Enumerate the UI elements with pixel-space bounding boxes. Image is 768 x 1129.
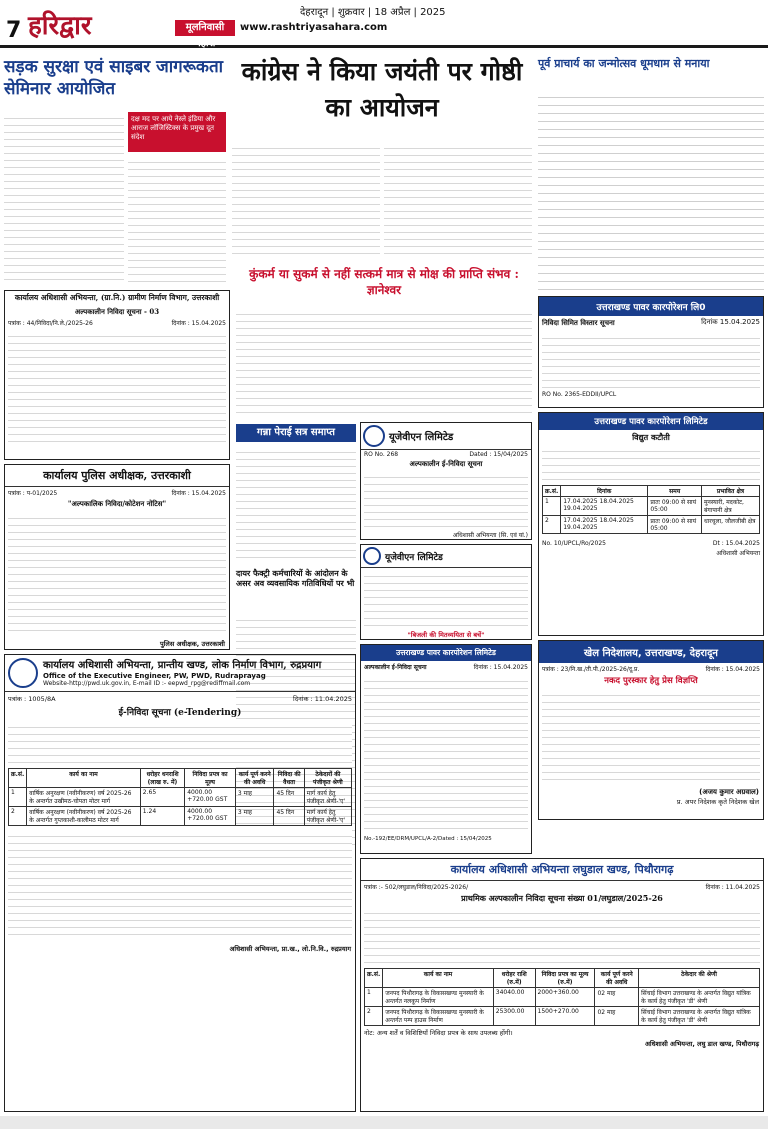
- kumbh-headline-block: [236, 266, 532, 306]
- factory-headline-block: [236, 568, 356, 612]
- table-cell: 2: [365, 1007, 383, 1026]
- ujvnl-ref: RO No. 268: [364, 451, 399, 458]
- pwd-ref: पत्रांक : 1005/8A: [8, 695, 56, 703]
- ujvnl-body: [364, 471, 528, 529]
- pithoragarh-title: कार्यालय अधिशासी अभियन्ता लघुडाल खण्ड, पिथौरागढ़: [361, 859, 763, 881]
- pithoragarh-body: [364, 907, 760, 965]
- upcl1-company: उत्तराखण्ड पावर कारपोरेशन लि0: [539, 297, 763, 316]
- table-cell: 45 दिन: [274, 807, 304, 826]
- table-cell: 2: [543, 516, 561, 534]
- pwd-notice: ई-निविदा सूचना (e-Tendering): [118, 708, 242, 718]
- congress-body: [232, 142, 380, 260]
- road-safety-highlight: दक्ष मद पर आये नेस्ले इंडिया और आराज लॉजिस्टिक्स के प्रमुख दूत संदेश: [128, 112, 226, 152]
- table-cell: सिंचाई विभाग उत्तराखण्ड के अन्तर्गत विद्युत यांत्रिक के कार्य हेतु पंजीकृत 'डी' श्रेणी: [639, 1007, 760, 1026]
- police-subtitle: "अल्पकालिक निविदा/कोटेशन नोटिस": [67, 499, 167, 508]
- upcl2-notice: विद्युत कटौती: [632, 432, 670, 442]
- table-cell: 17.04.2025 18.04.2025 19.04.2025: [561, 497, 648, 516]
- table-cell: सिंचाई विभाग उत्तराखण्ड के अन्तर्गत विद्युत यांत्रिक के कार्य हेतु पंजीकृत 'डी' श्रेणी: [639, 988, 760, 1007]
- pwd-logo-icon: [8, 658, 38, 688]
- road-safety-body-2: [128, 156, 226, 282]
- police-date: दिनांक : 15.04.2025: [171, 490, 226, 497]
- ad-ujvnl-2: [360, 544, 532, 640]
- pithoragarh-note: नोट: अन्य शर्तें व विशिष्टियाँ निविदा प्रपत्र के साथ उपलब्ध होंगी।: [364, 1029, 513, 1037]
- table-header-cell: कार्य का नाम: [383, 969, 494, 988]
- ad-upcl-2: [538, 412, 764, 636]
- table-cell: 2.65: [140, 788, 184, 807]
- pwd-web: Website-http://pwd.uk.gov.in, E-mail ID :- eepwd_rpg@rediffmail.com: [43, 679, 251, 687]
- upcl3-company: उत्तराखण्ड पावर कारपोरेशन लिमिटेड: [361, 645, 531, 661]
- brand-logo: मूलनिवासी महारा: [175, 20, 235, 36]
- table-cell: 3 माह: [235, 807, 274, 826]
- congress-title: कांग्रेस ने किया जयंती पर गोष्ठी का आयोजन: [241, 57, 523, 122]
- pithoragarh-notice: प्राथमिक अल्पकालीन निविदा सूचना संख्या 01/लघुडाल/2025-26: [461, 893, 663, 903]
- ex-principal-headline-block: [538, 56, 764, 86]
- table-cell: 2: [9, 807, 27, 826]
- table-cell: वार्षिक अनुरक्षण (नवीनीकरण) वर्ष 2025-26 के अन्तर्गत उखीमठ-चोपता मोटर मार्ग: [27, 788, 141, 807]
- pithoragarh-table: [364, 968, 760, 1026]
- road-safety-title: सड़क सुरक्षा एवं साइबर जागरूकता सेमिनार आयोजित: [4, 57, 224, 99]
- upcl1-date: दिनांक 15.04.2025: [701, 318, 760, 326]
- ujvnl2-logo-icon: [363, 547, 381, 565]
- page-footer-strip: [0, 1116, 768, 1129]
- congress-headline-block: [232, 54, 532, 138]
- table-header-cell: कार्य का नाम: [27, 769, 141, 788]
- police-ref: पत्रांक : प-01/2025: [8, 490, 58, 497]
- ad-rural-title: कार्यालय अधिशासी अभियन्ता, (ग्रा.नि.) ग्रामीण निर्माण विभाग, उत्तरकाशी: [14, 293, 220, 302]
- ex-principal-title: पूर्व प्राचार्य का जन्मोत्सव धूमधाम से मनाया: [538, 57, 710, 70]
- upcl3-body: [364, 675, 528, 833]
- ad-upcl-3: [360, 644, 532, 854]
- kumbh-title: कुंकर्म या सुकर्म से नहीं सत्कर्म मात्र से मोक्ष की प्राप्ति संभव : ज्ञानेश्वर: [249, 267, 519, 297]
- table-header-cell: कार्य पूर्ण करने की अवधि: [235, 769, 274, 788]
- date-line: देहरादून | शुक्रवार | 18 अप्रैल | 2025: [300, 7, 446, 18]
- table-cell: 02 माह: [595, 1007, 639, 1026]
- table-header-cell: धरोहर धनराशि (लाख रु. में): [140, 769, 184, 788]
- sugarcane-body: [236, 446, 356, 564]
- ujvnl-signature: अधिशासी अभियन्ता (सि. एवं यां.): [452, 532, 528, 539]
- table-cell: वार्षिक अनुरक्षण (नवीनीकरण) वर्ष 2025-26 के अन्तर्गत गुप्तकाशी-कालीमठ मोटर मार्ग: [27, 807, 141, 826]
- table-cell: 3 माह: [235, 788, 274, 807]
- sports-designation: प्र. अपर निदेशक कृते निदेशक खेल: [676, 798, 759, 806]
- table-row: [543, 497, 760, 516]
- table-header-cell: क्र.सं.: [365, 969, 383, 988]
- ex-principal-body: [538, 90, 764, 292]
- pithoragarh-ref: पत्रांक :- 502/लघुडाल/निविदा/2025-2026/: [364, 884, 469, 891]
- upcl2-date: Dt : 15.04.2025: [712, 540, 760, 547]
- kumbh-body: [236, 308, 532, 418]
- table-header-cell: धरोहर राशि (रु.में): [493, 969, 535, 988]
- table-header-cell: निविदा प्रपत्र का मूल्य: [185, 769, 236, 788]
- table-cell: जनपद पिथौरागढ़ के विकासखण्ड मुनस्यारी के अन्तर्गत पम्प हाउस निर्माण: [383, 1007, 494, 1026]
- table-cell: 1: [543, 497, 561, 516]
- table-header-cell: निविदा प्रपत्र का मूल्य (रु.में): [535, 969, 595, 988]
- table-header-cell: प्रभावित क्षेत्र: [701, 486, 759, 497]
- ujvnl2-body: [364, 570, 528, 628]
- upcl3-ref: No.-192/EE/DRM/UPCL/A-2/Dated : 15/04/2025: [364, 836, 492, 842]
- table-cell: प्रातः 09:00 से सायं 05:00: [648, 497, 702, 516]
- table-cell: 25300.00: [493, 1007, 535, 1026]
- congress-body-2: [384, 142, 532, 260]
- ad-pithoragarh: [360, 858, 764, 1112]
- ujvnl2-tagline: "बिजली की मितव्ययिता से बचें": [407, 631, 485, 639]
- police-body: [8, 512, 226, 636]
- sugarcane-title: गन्ना पेराई सत्र समाप्त: [236, 424, 356, 442]
- table-cell: 1: [365, 988, 383, 1007]
- ujvnl-date: Dated : 15/04/2025: [469, 451, 528, 458]
- pwd-date: दिनांक : 11.04.2025: [293, 695, 352, 703]
- table-header-cell: समय: [648, 486, 702, 497]
- table-cell: जनपद पिथौरागढ़ के विकासखण्ड मुनस्यारी के अन्तर्गत नलकूप निर्माण: [383, 988, 494, 1007]
- ad-rural-ref: पत्रांक : 44/निविदा/नि.ले./2025-26: [8, 320, 93, 327]
- police-title: कार्यालय पुलिस अधीक्षक, उत्तरकाशी: [5, 465, 229, 487]
- police-signature: पुलिस अधीक्षक, उत्तरकाशी: [160, 640, 225, 648]
- website-link[interactable]: www.rashtriyasahara.com: [240, 22, 388, 33]
- table-header-cell: कार्य पूर्ण करने की अवधि: [595, 969, 639, 988]
- factory-title: दायर फैक्ट्री कर्मचारियों के आंदोलन के असर अव व्यवसायिक गतिविधियों पर भी: [236, 568, 355, 588]
- table-header-cell: क्र.सं.: [543, 486, 561, 497]
- pwd-office: Office of the Executive Engineer, PW, PWD, Rudraprayag: [43, 671, 266, 680]
- ad-rural-works: [4, 290, 230, 460]
- table-cell: 34040.00: [493, 988, 535, 1007]
- pwd-signature: अधिशासी अभियन्ता, प्रा.ख., लो.नि.वि., रुद्रप्रयाग: [229, 945, 351, 953]
- table-header-cell: दिनांक: [561, 486, 648, 497]
- ad-ujvnl: [360, 422, 532, 540]
- upcl1-ref: RO No. 2365-EDDII/UPCL: [542, 391, 617, 398]
- ujvnl-logo-icon: [363, 425, 385, 447]
- table-cell: 1500+270.00: [535, 1007, 595, 1026]
- table-row: [9, 788, 352, 807]
- table-cell: 1: [9, 788, 27, 807]
- page-number: 7: [6, 18, 22, 43]
- pwd-table: [8, 768, 352, 826]
- table-cell: मार्ग कार्य हेतु पंजीकृत श्रेणी-'ए': [304, 807, 351, 826]
- table-header-cell: ठेकेदारों की पंजीकृत श्रेणी: [304, 769, 351, 788]
- ujvnl-company: यूजेवीएन लिमिटेड: [389, 432, 454, 443]
- road-safety-headline-block: [4, 56, 226, 108]
- table-row: [9, 807, 352, 826]
- table-cell: 4000.00 +720.00 GST: [185, 788, 236, 807]
- sports-ref: पत्रांक : 23/नि.ख./ती.पी./2025-26/दू.प्र.: [542, 666, 640, 673]
- sports-title: खेल निदेशालय, उत्तराखण्ड, देहरादून: [539, 641, 763, 663]
- table-cell: प्रातः 09:00 से सायं 05:00: [648, 516, 702, 534]
- pithoragarh-date: दिनांक : 11.04.2025: [705, 884, 760, 891]
- table-cell: 45 दिन: [274, 788, 304, 807]
- upcl2-signature: अधिशासी अभियन्ता: [716, 550, 760, 557]
- page-header: [0, 0, 768, 48]
- upcl1-notice: निविदा सिमित विस्तार सूचना: [542, 318, 615, 327]
- table-row: [365, 1007, 760, 1026]
- table-cell: 2000+360.00: [535, 988, 595, 1007]
- upcl2-ref: No. 10/UPCL/Ro/2025: [542, 540, 606, 547]
- ad-rural-subtitle: अल्पकालीन निविदा सूचना - 03: [74, 307, 160, 316]
- ujvnl2-company: यूजेवीएन लिमिटेड: [385, 552, 443, 563]
- table-cell: 4000.00 +720.00 GST: [185, 807, 236, 826]
- table-header-cell: निविदा की वैधता: [274, 769, 304, 788]
- pwd-terms: [8, 830, 352, 940]
- sports-signature: (अजय कुमार अग्रवाल): [699, 788, 759, 796]
- ad-upcl-1: [538, 296, 764, 408]
- road-safety-body: [4, 112, 124, 282]
- ad-police: [4, 464, 230, 650]
- upcl2-company: उत्तराखण्ड पावर कारपोरेशन लिमिटेड: [539, 413, 763, 430]
- sports-date: दिनांक : 15.04.2025: [705, 666, 760, 673]
- sports-subtitle: नकद पुरस्कार हेतु प्रेस विज्ञप्ति: [604, 676, 698, 686]
- pithoragarh-signature: अधिशासी अभियन्ता, लघु डाल खण्ड, पिथौरागढ़: [644, 1040, 759, 1048]
- ad-pwd: [4, 654, 356, 1112]
- table-cell: 17.04.2025 18.04.2025 19.04.2025: [561, 516, 648, 534]
- sports-body: [542, 689, 760, 785]
- table-cell: मुनस्यारी, मदकोट, बंगापानी क्षेत्र: [701, 497, 759, 516]
- table-header-cell: ठेकेदार की श्रेणी: [639, 969, 760, 988]
- table-row: [543, 516, 760, 534]
- upcl2-table: [542, 485, 760, 534]
- table-header-cell: क्र.सं.: [9, 769, 27, 788]
- ad-rural-body: [8, 330, 226, 448]
- upcl3-notice: अल्पकालीन ई-निविदा सूचना: [364, 664, 427, 671]
- table-cell: मार्ग कार्य हेतु पंजीकृत श्रेणी-'ए': [304, 788, 351, 807]
- pwd-body: [8, 721, 352, 765]
- ad-rural-date: दिनांक : 15.04.2025: [171, 320, 226, 327]
- upcl1-body: [542, 332, 760, 388]
- ujvnl-notice: अल्पकालीन ई-निविदा सूचना: [409, 459, 483, 468]
- table-cell: 02 माह: [595, 988, 639, 1007]
- table-cell: 1.24: [140, 807, 184, 826]
- pwd-title: कार्यालय अधिशासी अभियन्ता, प्रान्तीय खण्ड, लोक निर्माण विभाग, रुद्रप्रयाग: [43, 659, 322, 671]
- table-row: [365, 988, 760, 1007]
- upcl3-date: दिनांक : 15.04.2025: [473, 664, 528, 671]
- upcl2-body: [542, 445, 760, 483]
- table-cell: धारचूला, जौलजीबी क्षेत्र: [701, 516, 759, 534]
- masthead: हरिद्वार: [28, 11, 92, 41]
- ad-sports: [538, 640, 764, 820]
